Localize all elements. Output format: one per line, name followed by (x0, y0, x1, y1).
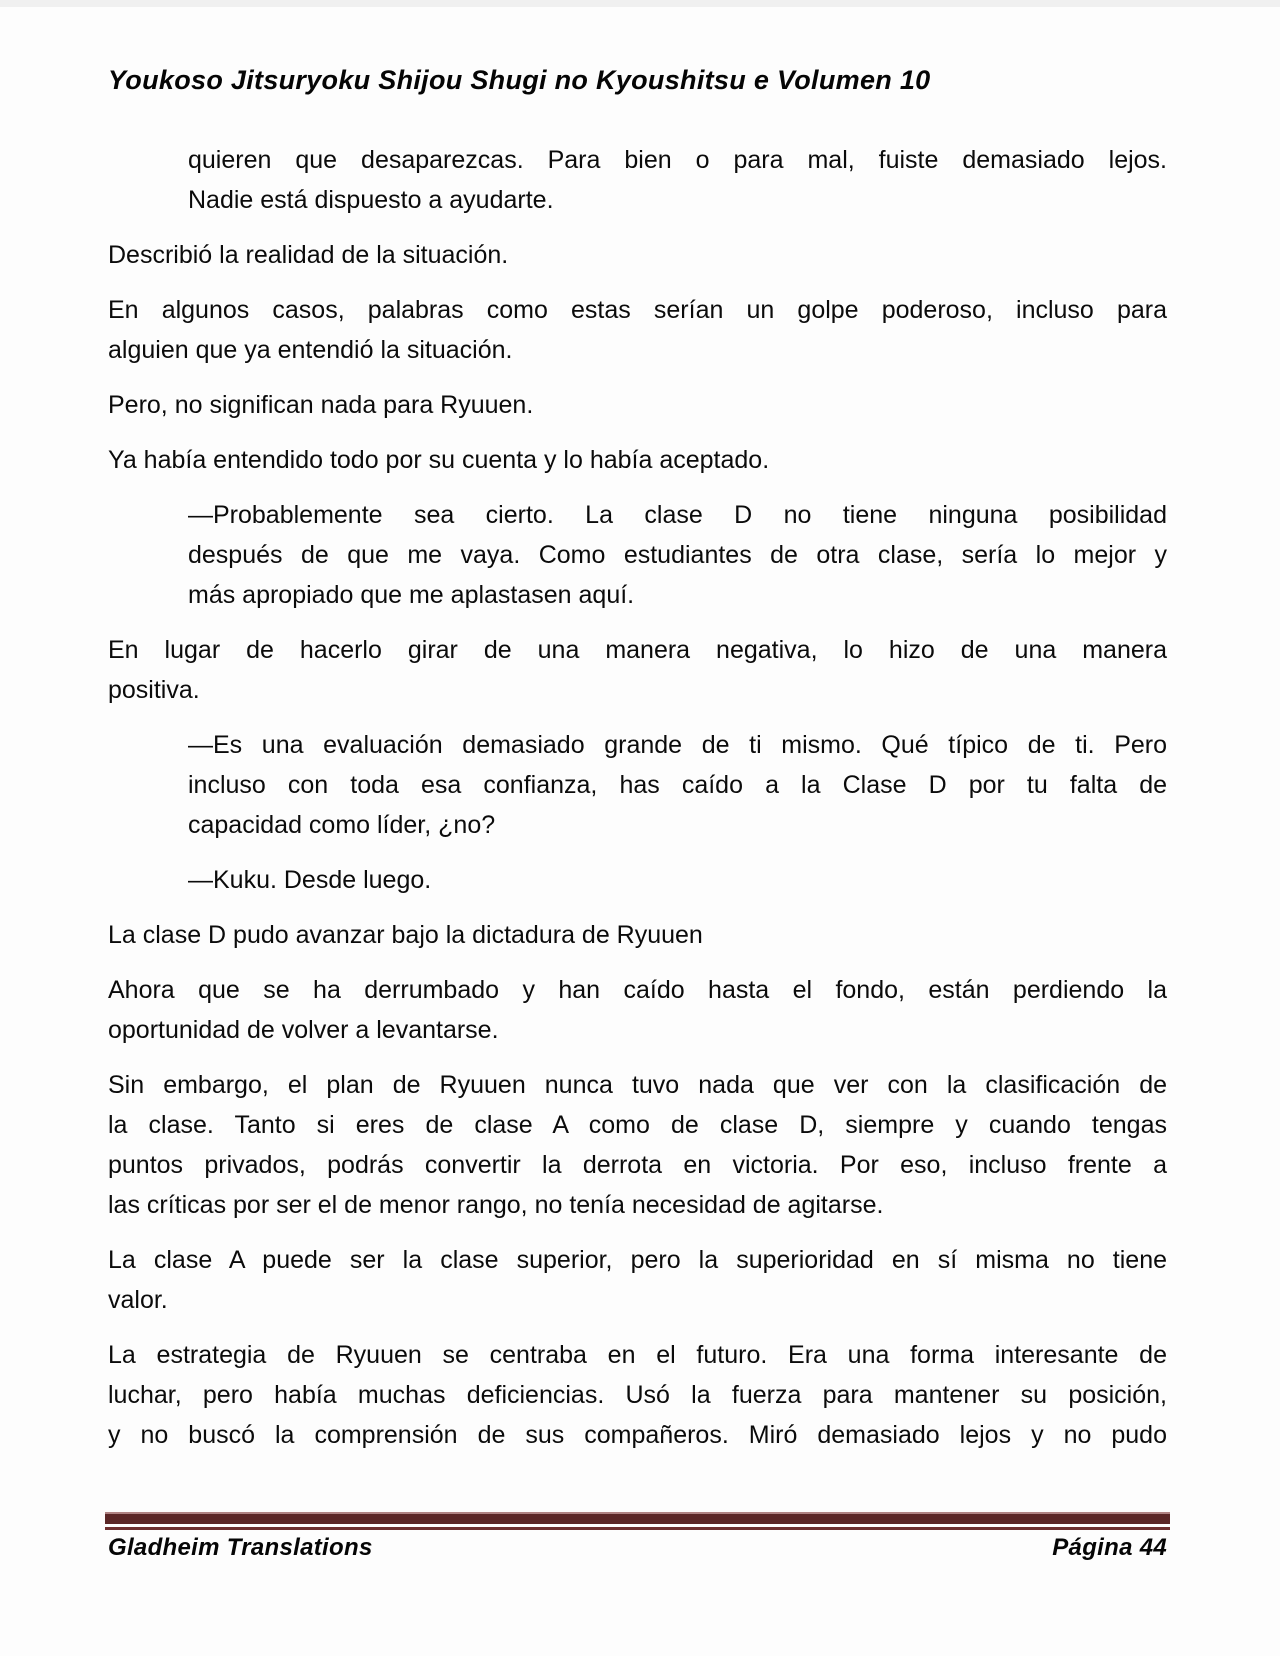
text-line: La clase D pudo avanzar bajo la dictadura de Ryuuen (108, 921, 703, 949)
body-paragraph (108, 1240, 1167, 1320)
body-paragraph (108, 630, 1167, 710)
text-line: Nadie está dispuesto a ayudarte. (188, 186, 554, 214)
body-paragraph (108, 290, 1167, 370)
body-paragraph (108, 915, 1167, 955)
dialogue-paragraph (188, 725, 1167, 845)
text-line: positiva. (108, 676, 200, 704)
text-line: En algunos casos, palabras como estas serían un golpe poderoso, incluso para (108, 296, 1167, 324)
text-line: Pero, no significan nada para Ryuuen. (108, 391, 534, 419)
text-line: —Probablemente sea cierto. La clase D no tiene ninguna posibilidad (188, 501, 1167, 529)
text-line: las críticas por ser el de menor rango, no tenía necesidad de agitarse. (108, 1191, 884, 1219)
text-line: quieren que desaparezcas. Para bien o para mal, fuiste demasiado lejos. (188, 146, 1167, 174)
footer-translator-credit: Gladheim Translations (108, 1534, 373, 1561)
text-line: Sin embargo, el plan de Ryuuen nunca tuvo nada que ver con la clasificación de (108, 1071, 1167, 1099)
scan-edge-artifact (0, 0, 1280, 7)
body-paragraph (108, 235, 1167, 275)
footer-page-number: Página 44 (1052, 1534, 1167, 1561)
body-paragraph (108, 440, 1167, 480)
text-line: Describió la realidad de la situación. (108, 241, 509, 269)
text-line: Ahora que se ha derrumbado y han caído hasta el fondo, están perdiendo la (108, 976, 1167, 1004)
text-line: más apropiado que me aplastasen aquí. (188, 581, 635, 609)
dialogue-paragraph (188, 140, 1167, 220)
text-line: y no buscó la comprensión de sus compañeros. Miró demasiado lejos y no pudo (108, 1421, 1167, 1449)
text-line: alguien que ya entendió la situación. (108, 336, 513, 364)
text-line: puntos privados, podrás convertir la derrota en victoria. Por eso, incluso frente a (108, 1151, 1167, 1179)
text-line: En lugar de hacerlo girar de una manera negativa, lo hizo de una manera (108, 636, 1167, 664)
footer-divider-thin-bar (105, 1527, 1170, 1530)
page-header (108, 64, 1167, 96)
page-content (108, 140, 1167, 1470)
text-line: después de que me vaya. Como estudiantes de otra clase, sería lo mejor y (188, 541, 1167, 569)
text-line: La clase A puede ser la clase superior, pero la superioridad en sí misma no tiene (108, 1246, 1167, 1274)
text-line: —Kuku. Desde luego. (188, 866, 432, 894)
dialogue-paragraph (188, 495, 1167, 615)
text-line: La estrategia de Ryuuen se centraba en el futuro. Era una forma interesante de (108, 1341, 1167, 1369)
text-line: luchar, pero había muchas deficiencias. Usó la fuerza para mantener su posición, (108, 1381, 1167, 1409)
text-line: valor. (108, 1286, 168, 1314)
text-line: la clase. Tanto si eres de clase A como de clase D, siempre y cuando tengas (108, 1111, 1167, 1139)
dialogue-paragraph (188, 860, 1167, 900)
text-line: —Es una evaluación demasiado grande de ti mismo. Qué típico de ti. Pero (188, 731, 1167, 759)
footer-divider-thick-bar (105, 1512, 1170, 1524)
text-line: oportunidad de volver a levantarse. (108, 1016, 499, 1044)
body-paragraph (108, 970, 1167, 1050)
text-line: incluso con toda esa confianza, has caído a la Clase D por tu falta de (188, 771, 1167, 799)
body-paragraph (108, 1065, 1167, 1225)
header-title: Youkoso Jitsuryoku Shijou Shugi no Kyoushitsu e Volumen 10 (108, 65, 931, 95)
page-footer (108, 1534, 1167, 1562)
body-paragraph (108, 385, 1167, 425)
footer-divider (105, 1512, 1170, 1530)
body-paragraph (108, 1335, 1167, 1455)
text-line: Ya había entendido todo por su cuenta y lo había aceptado. (108, 446, 770, 474)
text-line: capacidad como líder, ¿no? (188, 811, 496, 839)
